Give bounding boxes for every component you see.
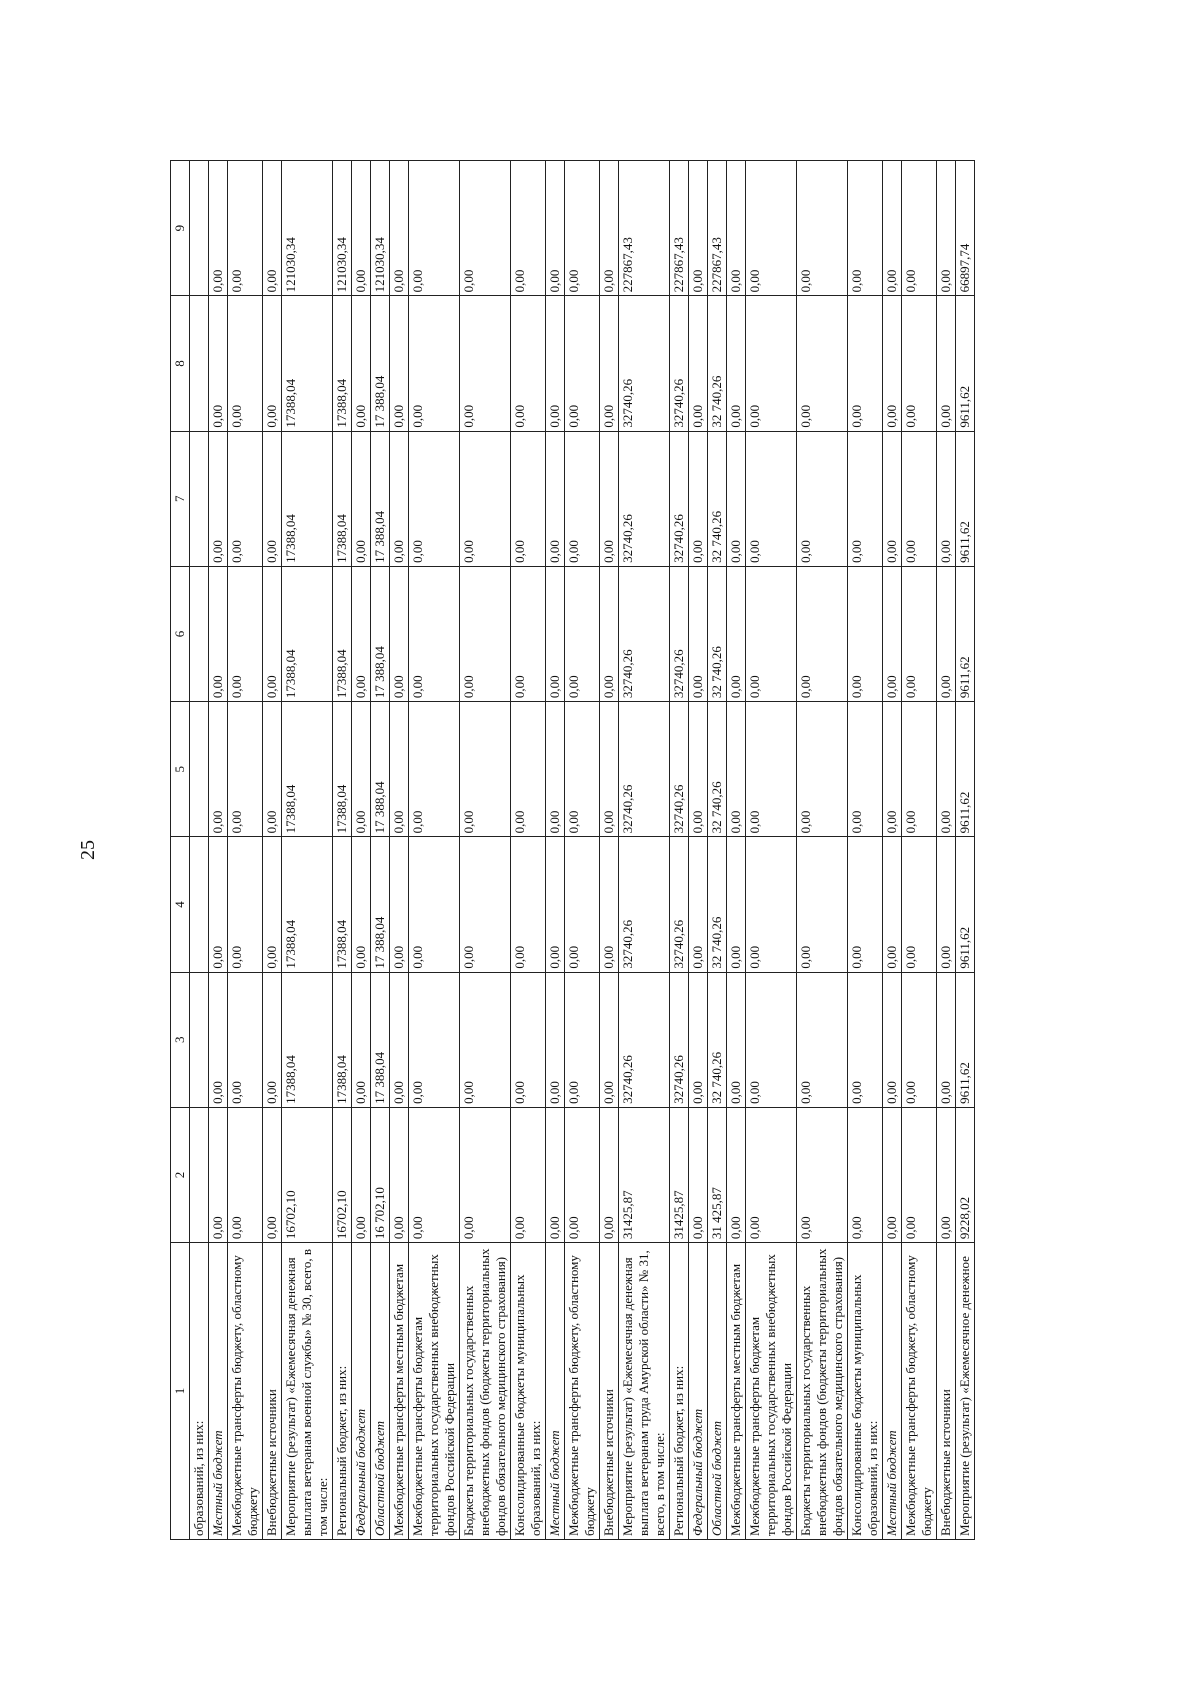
table-cell: 66897,74 xyxy=(956,161,975,296)
table-cell: 32740,26 xyxy=(670,702,689,837)
table-cell: 0,00 xyxy=(746,837,797,972)
column-header: 8 xyxy=(171,296,190,431)
rotated-table-container xyxy=(170,160,1110,1540)
table-cell: 9611,62 xyxy=(956,837,975,972)
table-cell: 0,00 xyxy=(883,1107,902,1242)
table-cell: 9611,62 xyxy=(956,566,975,701)
table-cell: 0,00 xyxy=(228,566,263,701)
table-cell: 0,00 xyxy=(228,702,263,837)
table-cell: 0,00 xyxy=(902,296,937,431)
row-label: Внебюджетные источники xyxy=(937,1243,956,1540)
table-cell: 32 740,26 xyxy=(708,837,727,972)
table-cell: 0,00 xyxy=(390,431,409,566)
table-cell: 0,00 xyxy=(390,161,409,296)
table-cell: 121030,34 xyxy=(371,161,390,296)
table-cell: 0,00 xyxy=(409,1107,460,1242)
table-row xyxy=(460,161,511,1540)
table-cell: 0,00 xyxy=(600,702,619,837)
table-cell: 0,00 xyxy=(460,431,511,566)
table-cell: 32 740,26 xyxy=(708,972,727,1107)
table-cell: 0,00 xyxy=(209,1107,228,1242)
row-label: Межбюджетные трансферты бюджетам территориальных государственных внебюджетных фондов Российской Федерации xyxy=(746,1243,797,1540)
table-cell: 32740,26 xyxy=(670,296,689,431)
table-cell: 17388,04 xyxy=(282,296,333,431)
table-cell: 31 425,87 xyxy=(708,1107,727,1242)
table-cell: 0,00 xyxy=(883,296,902,431)
table-cell: 0,00 xyxy=(600,972,619,1107)
table-row xyxy=(228,161,263,1540)
table-cell: 17388,04 xyxy=(333,431,352,566)
column-header: 1 xyxy=(171,1243,190,1540)
table-cell: 0,00 xyxy=(727,431,746,566)
table-cell: 0,00 xyxy=(902,1107,937,1242)
table-row xyxy=(956,161,975,1540)
table-row xyxy=(883,161,902,1540)
table-cell: 0,00 xyxy=(390,296,409,431)
table-cell: 17388,04 xyxy=(282,566,333,701)
table-cell: 32740,26 xyxy=(670,972,689,1107)
table-row xyxy=(600,161,619,1540)
table-cell: 0,00 xyxy=(460,161,511,296)
table-cell: 0,00 xyxy=(209,972,228,1107)
table-cell: 0,00 xyxy=(546,431,565,566)
table-cell: 0,00 xyxy=(937,161,956,296)
table-cell: 0,00 xyxy=(902,566,937,701)
table-cell: 0,00 xyxy=(727,161,746,296)
column-header: 3 xyxy=(171,972,190,1107)
table-cell: 0,00 xyxy=(937,296,956,431)
table-cell: 0,00 xyxy=(937,972,956,1107)
table-cell: 0,00 xyxy=(390,702,409,837)
table-cell: 0,00 xyxy=(209,566,228,701)
table-cell: 0,00 xyxy=(746,702,797,837)
table-cell: 0,00 xyxy=(228,837,263,972)
table-row xyxy=(689,161,708,1540)
table-cell: 0,00 xyxy=(883,431,902,566)
table-cell: 0,00 xyxy=(352,837,371,972)
table-cell: 0,00 xyxy=(600,1107,619,1242)
table-cell: 0,00 xyxy=(511,431,546,566)
table-row xyxy=(511,161,546,1540)
table-cell: 0,00 xyxy=(263,161,282,296)
table-cell: 0,00 xyxy=(902,837,937,972)
row-label: Мероприятие (результат) «Ежемесячная денежная выплата ветеранам труда Амурской области» № 31, всего, в том числе: xyxy=(619,1243,670,1540)
table-row xyxy=(797,161,848,1540)
table-cell: 0,00 xyxy=(209,296,228,431)
row-label: образований, из них: xyxy=(190,1243,209,1540)
table-cell: 32740,26 xyxy=(619,972,670,1107)
table-cell: 0,00 xyxy=(228,1107,263,1242)
table-cell: 32740,26 xyxy=(670,431,689,566)
table-row xyxy=(546,161,565,1540)
table-cell: 0,00 xyxy=(511,566,546,701)
table-cell: 17388,04 xyxy=(333,566,352,701)
table-cell: 0,00 xyxy=(883,972,902,1107)
table-row xyxy=(333,161,352,1540)
table-cell: 0,00 xyxy=(848,431,883,566)
table-cell: 0,00 xyxy=(797,702,848,837)
row-label: Местный бюджет xyxy=(883,1243,902,1540)
table-cell: 17 388,04 xyxy=(371,837,390,972)
table-cell: 0,00 xyxy=(460,972,511,1107)
table-cell: 0,00 xyxy=(352,566,371,701)
row-label: Местный бюджет xyxy=(209,1243,228,1540)
row-label: Межбюджетные трансферты местным бюджетам xyxy=(390,1243,409,1540)
table-cell: 0,00 xyxy=(937,702,956,837)
table-cell: 0,00 xyxy=(797,431,848,566)
table-cell: 17388,04 xyxy=(333,972,352,1107)
table-cell: 0,00 xyxy=(511,702,546,837)
table-cell: 0,00 xyxy=(883,566,902,701)
table-cell: 0,00 xyxy=(546,566,565,701)
table-cell: 0,00 xyxy=(209,161,228,296)
row-label: Межбюджетные трансферты местным бюджетам xyxy=(727,1243,746,1540)
table-cell: 0,00 xyxy=(263,972,282,1107)
table-cell: 0,00 xyxy=(546,296,565,431)
table-cell: 0,00 xyxy=(937,566,956,701)
table-cell: 0,00 xyxy=(565,431,600,566)
table-cell: 0,00 xyxy=(460,566,511,701)
table-cell: 0,00 xyxy=(263,1107,282,1242)
page-number: 25 xyxy=(77,840,99,860)
row-label: Внебюджетные источники xyxy=(263,1243,282,1540)
table-cell: 0,00 xyxy=(797,972,848,1107)
table-cell: 0,00 xyxy=(689,296,708,431)
table-cell xyxy=(190,431,209,566)
table-cell: 0,00 xyxy=(902,702,937,837)
table-cell: 0,00 xyxy=(209,702,228,837)
table-cell: 0,00 xyxy=(600,161,619,296)
column-header: 6 xyxy=(171,566,190,701)
table-cell: 0,00 xyxy=(746,1107,797,1242)
table-cell: 0,00 xyxy=(409,161,460,296)
table-cell: 0,00 xyxy=(727,837,746,972)
table-cell: 0,00 xyxy=(746,566,797,701)
table-cell: 32740,26 xyxy=(619,296,670,431)
table-cell: 0,00 xyxy=(565,296,600,431)
row-label: Внебюджетные источники xyxy=(600,1243,619,1540)
table-cell: 0,00 xyxy=(727,296,746,431)
table-cell: 32 740,26 xyxy=(708,566,727,701)
table-cell xyxy=(190,972,209,1107)
table-cell: 0,00 xyxy=(746,296,797,431)
table-cell: 0,00 xyxy=(352,702,371,837)
table-cell: 17 388,04 xyxy=(371,431,390,566)
row-label: Областной бюджет xyxy=(371,1243,390,1540)
table-row xyxy=(190,161,209,1540)
table-cell: 0,00 xyxy=(228,431,263,566)
table-cell: 0,00 xyxy=(727,566,746,701)
table-cell: 17 388,04 xyxy=(371,566,390,701)
table-cell: 32 740,26 xyxy=(708,702,727,837)
table-cell: 0,00 xyxy=(409,566,460,701)
column-header: 4 xyxy=(171,837,190,972)
column-header: 2 xyxy=(171,1107,190,1242)
table-cell: 0,00 xyxy=(565,702,600,837)
table-cell: 0,00 xyxy=(600,296,619,431)
row-label: Межбюджетные трансферты бюджетам территориальных государственных внебюджетных фондов Российской Федерации xyxy=(409,1243,460,1540)
table-cell: 0,00 xyxy=(511,837,546,972)
table-cell: 17388,04 xyxy=(333,702,352,837)
table-cell xyxy=(190,837,209,972)
table-cell: 32740,26 xyxy=(670,566,689,701)
table-cell: 0,00 xyxy=(848,1107,883,1242)
table-cell: 0,00 xyxy=(600,431,619,566)
table-cell: 0,00 xyxy=(460,296,511,431)
table-cell: 0,00 xyxy=(390,972,409,1107)
table-cell: 17 388,04 xyxy=(371,296,390,431)
table-cell: 0,00 xyxy=(689,566,708,701)
table-cell: 0,00 xyxy=(546,1107,565,1242)
table-cell: 32740,26 xyxy=(619,702,670,837)
table-cell: 0,00 xyxy=(565,566,600,701)
row-label: Бюджеты территориальных государственных внебюджетных фондов (бюджеты территориальных фондов обязательного медицинского страхования) xyxy=(460,1243,511,1540)
table-cell: 0,00 xyxy=(689,1107,708,1242)
table-row xyxy=(409,161,460,1540)
table-cell: 0,00 xyxy=(263,837,282,972)
table-cell: 0,00 xyxy=(848,296,883,431)
table-cell: 0,00 xyxy=(460,1107,511,1242)
row-label: Бюджеты территориальных государственных внебюджетных фондов (бюджеты территориальных фондов обязательного медицинского страхования) xyxy=(797,1243,848,1540)
table-cell: 9611,62 xyxy=(956,296,975,431)
table-row xyxy=(848,161,883,1540)
table-cell: 0,00 xyxy=(727,972,746,1107)
table-cell: 0,00 xyxy=(460,837,511,972)
table-cell: 17388,04 xyxy=(333,296,352,431)
column-header: 9 xyxy=(171,161,190,296)
table-cell: 0,00 xyxy=(746,161,797,296)
table-cell: 16702,10 xyxy=(282,1107,333,1242)
table-cell: 0,00 xyxy=(565,972,600,1107)
table-cell xyxy=(190,702,209,837)
table-cell: 0,00 xyxy=(228,296,263,431)
table-cell: 9611,62 xyxy=(956,972,975,1107)
table-cell: 0,00 xyxy=(727,1107,746,1242)
table-cell: 17388,04 xyxy=(333,837,352,972)
row-label: Консолидированные бюджеты муниципальных образований, из них: xyxy=(511,1243,546,1540)
row-label: Местный бюджет xyxy=(546,1243,565,1540)
table-cell: 0,00 xyxy=(746,431,797,566)
column-header: 5 xyxy=(171,702,190,837)
table-cell: 0,00 xyxy=(848,972,883,1107)
table-cell: 0,00 xyxy=(409,837,460,972)
table-cell: 227867,43 xyxy=(708,161,727,296)
table-cell: 0,00 xyxy=(209,837,228,972)
table-row xyxy=(282,161,333,1540)
table-cell: 0,00 xyxy=(689,431,708,566)
table-cell: 9611,62 xyxy=(956,702,975,837)
table-cell: 0,00 xyxy=(390,1107,409,1242)
row-label: Межбюджетные трансферты бюджету, областному бюджету xyxy=(902,1243,937,1540)
table-row xyxy=(209,161,228,1540)
table-cell: 0,00 xyxy=(883,837,902,972)
table-cell: 0,00 xyxy=(689,702,708,837)
table-cell: 0,00 xyxy=(263,702,282,837)
table-cell: 32 740,26 xyxy=(708,431,727,566)
table-cell: 0,00 xyxy=(848,702,883,837)
row-label: Федеральный бюджет xyxy=(352,1243,371,1540)
table-cell: 0,00 xyxy=(460,702,511,837)
table-cell: 0,00 xyxy=(511,296,546,431)
table-cell xyxy=(190,161,209,296)
table-cell: 0,00 xyxy=(797,837,848,972)
table-cell: 0,00 xyxy=(409,702,460,837)
row-label: Консолидированные бюджеты муниципальных образований, из них: xyxy=(848,1243,883,1540)
table-cell: 0,00 xyxy=(546,972,565,1107)
table-cell: 9611,62 xyxy=(956,431,975,566)
table-cell: 0,00 xyxy=(511,1107,546,1242)
table-cell: 0,00 xyxy=(209,431,228,566)
table-cell: 0,00 xyxy=(565,1107,600,1242)
table-cell: 17388,04 xyxy=(282,837,333,972)
table-cell: 0,00 xyxy=(352,1107,371,1242)
table-cell: 0,00 xyxy=(937,431,956,566)
table-row xyxy=(746,161,797,1540)
column-header: 7 xyxy=(171,431,190,566)
table-cell: 0,00 xyxy=(689,837,708,972)
table-row xyxy=(565,161,600,1540)
table-cell: 0,00 xyxy=(937,1107,956,1242)
table-row xyxy=(727,161,746,1540)
table-cell xyxy=(190,1107,209,1242)
table-cell: 16702,10 xyxy=(333,1107,352,1242)
row-label: Областной бюджет xyxy=(708,1243,727,1540)
row-label: Межбюджетные трансферты бюджету, областному бюджету xyxy=(228,1243,263,1540)
table-cell: 0,00 xyxy=(797,566,848,701)
table-cell: 0,00 xyxy=(902,972,937,1107)
table-cell: 0,00 xyxy=(600,566,619,701)
table-cell: 0,00 xyxy=(689,972,708,1107)
table-cell: 0,00 xyxy=(352,296,371,431)
table-cell: 0,00 xyxy=(352,161,371,296)
table-cell: 0,00 xyxy=(848,837,883,972)
row-label: Региональный бюджет, из них: xyxy=(670,1243,689,1540)
table-cell: 0,00 xyxy=(409,972,460,1107)
table-cell: 0,00 xyxy=(727,702,746,837)
table-cell: 32740,26 xyxy=(670,837,689,972)
table-row xyxy=(352,161,371,1540)
row-label: Мероприятие (результат) «Ежемесячная денежная выплата ветеранам военной службы» № 30, всего, в том числе: xyxy=(282,1243,333,1540)
table-row xyxy=(619,161,670,1540)
table-cell: 121030,34 xyxy=(282,161,333,296)
table-cell: 0,00 xyxy=(390,566,409,701)
table-cell: 9228,02 xyxy=(956,1107,975,1242)
table-row xyxy=(670,161,689,1540)
table-cell: 17 388,04 xyxy=(371,972,390,1107)
table-row xyxy=(263,161,282,1540)
table-cell: 0,00 xyxy=(848,566,883,701)
table-row xyxy=(902,161,937,1540)
table-cell: 0,00 xyxy=(511,161,546,296)
table-cell: 0,00 xyxy=(883,161,902,296)
table-cell: 0,00 xyxy=(848,161,883,296)
row-label: Мероприятие (результат) «Ежемесячное денежное xyxy=(956,1243,975,1540)
row-label: Межбюджетные трансферты бюджету, областному бюджету xyxy=(565,1243,600,1540)
table-row xyxy=(371,161,390,1540)
table-cell: 0,00 xyxy=(546,161,565,296)
table-cell: 0,00 xyxy=(409,296,460,431)
table-cell: 0,00 xyxy=(797,1107,848,1242)
table-cell: 0,00 xyxy=(565,161,600,296)
table-cell: 227867,43 xyxy=(670,161,689,296)
table-cell: 17388,04 xyxy=(282,972,333,1107)
table-cell: 0,00 xyxy=(263,431,282,566)
table-cell: 17 388,04 xyxy=(371,702,390,837)
table-cell: 0,00 xyxy=(546,837,565,972)
table-cell: 0,00 xyxy=(263,566,282,701)
table-cell: 0,00 xyxy=(797,161,848,296)
table-row xyxy=(708,161,727,1540)
table-cell: 0,00 xyxy=(352,972,371,1107)
table-cell: 32 740,26 xyxy=(708,296,727,431)
table-row xyxy=(390,161,409,1540)
table-cell: 32740,26 xyxy=(619,431,670,566)
table-cell: 0,00 xyxy=(352,431,371,566)
table-cell: 0,00 xyxy=(746,972,797,1107)
table-cell: 16 702,10 xyxy=(371,1107,390,1242)
row-label: Федеральный бюджет xyxy=(689,1243,708,1540)
table-cell: 0,00 xyxy=(546,702,565,837)
table-cell: 17388,04 xyxy=(282,431,333,566)
table-cell: 227867,43 xyxy=(619,161,670,296)
table-row xyxy=(937,161,956,1540)
row-label: Региональный бюджет, из них: xyxy=(333,1243,352,1540)
table-cell: 0,00 xyxy=(565,837,600,972)
table-body xyxy=(190,161,975,1540)
table-cell: 0,00 xyxy=(511,972,546,1107)
table-cell xyxy=(190,296,209,431)
table-cell: 0,00 xyxy=(228,161,263,296)
table-cell: 17388,04 xyxy=(282,702,333,837)
table-header-row xyxy=(171,161,190,1540)
table-cell: 0,00 xyxy=(689,161,708,296)
table-cell: 0,00 xyxy=(883,702,902,837)
table-cell: 0,00 xyxy=(937,837,956,972)
table-cell: 0,00 xyxy=(409,431,460,566)
table-cell: 0,00 xyxy=(228,972,263,1107)
table-cell: 32740,26 xyxy=(619,837,670,972)
table-cell: 0,00 xyxy=(902,161,937,296)
table-cell: 31425,87 xyxy=(619,1107,670,1242)
table-cell: 0,00 xyxy=(390,837,409,972)
table-cell: 31425,87 xyxy=(670,1107,689,1242)
table-cell: 0,00 xyxy=(797,296,848,431)
budget-table xyxy=(170,160,975,1540)
table-cell: 0,00 xyxy=(263,296,282,431)
table-cell: 0,00 xyxy=(902,431,937,566)
table-cell: 121030,34 xyxy=(333,161,352,296)
table-cell: 0,00 xyxy=(600,837,619,972)
table-cell: 32740,26 xyxy=(619,566,670,701)
table-cell xyxy=(190,566,209,701)
